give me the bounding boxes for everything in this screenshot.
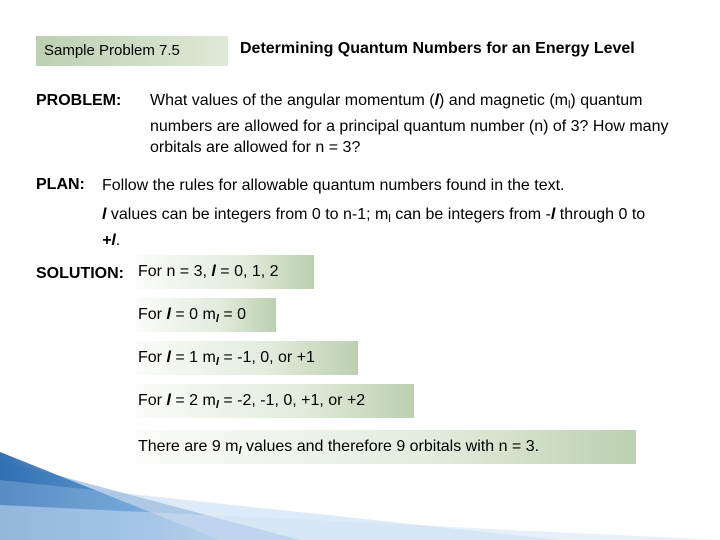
problem-text: What values of the angular momentum (l) and magnetic $(m_l)$ quantum numbers are allowed for a principal quantum number (n) of 3? How many orbitals are allowed for n = 3? [150,92,669,156]
solution-box-1: For n = 3, l = 0, 1, 2 [136,255,314,289]
solution-label: SOLUTION: [36,265,124,282]
page-title: Determining Quantum Numbers for an Energy Level [240,40,635,57]
sample-problem-tag [36,36,228,66]
plan-rule: l values can be integers from 0 to n-1; $m_l$ can be integers from -l through 0 to +l. [102,206,646,249]
problem-label: PROBLEM: [36,92,122,109]
decorative-blue-swoosh [0,450,720,540]
sample-problem-label: Sample Problem 7.5 [44,42,180,59]
plan-label: PLAN: [36,176,85,193]
solution-box-3: For l = 1 $m_l = -1$, 0, or +1 [136,341,358,375]
plan-text: Follow the rules for allowable quantum numbers found in the text. [102,177,565,194]
solution-box-4: For l = 2 $m_l = -2$, -1, 0, +1, or +2 [136,384,414,418]
solution-box-2: For l = 0 $m_l = 0$ [136,298,276,332]
solution-box-5: There are 9 $m_l$ values and therefore 9 orbitals with n = 3. [136,430,636,464]
